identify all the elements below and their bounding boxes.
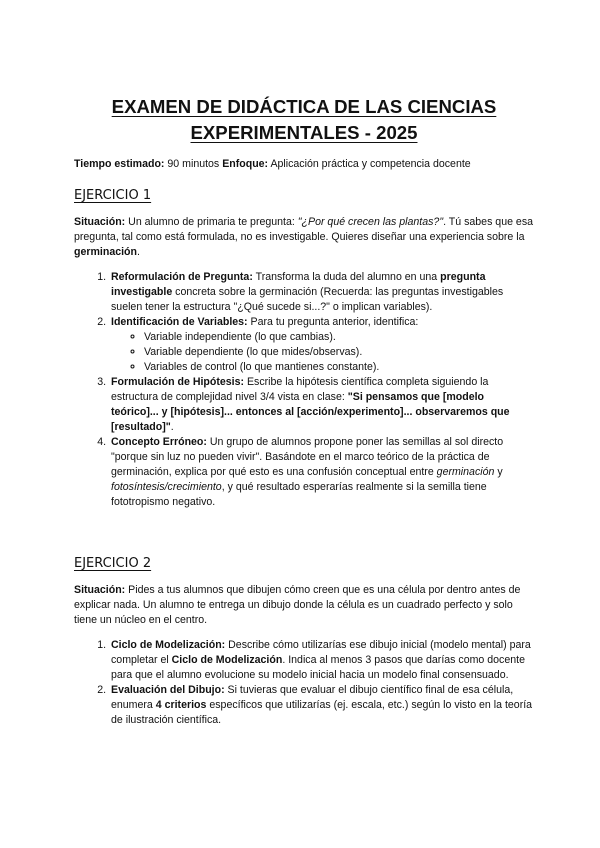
task-bold: Ciclo de Modelización bbox=[171, 654, 283, 666]
task-item bbox=[109, 315, 534, 375]
task-text: Describe cómo utilizarías ese dibujo inicial (modelo mental) para completar el bbox=[111, 639, 531, 666]
exam-meta bbox=[74, 157, 534, 172]
situation-text: . Tú sabes que esa pregunta, tal como está formulada, no es investigable. Quieres diseñar una experiencia sobre la bbox=[74, 216, 534, 243]
situation-label: Situación: bbox=[74, 584, 126, 596]
ejercicio-1-tasks bbox=[74, 270, 534, 510]
situation-label: Situación: bbox=[74, 216, 126, 228]
task-item bbox=[109, 638, 534, 683]
situation-text: Un alumno de primaria te pregunta: bbox=[125, 216, 298, 228]
variable-item: ◦ Variable dependiente (lo que mides/observas). bbox=[144, 345, 534, 360]
task-label: Formulación de Hipótesis: bbox=[111, 376, 245, 388]
task-label: Identificación de Variables: bbox=[111, 316, 248, 328]
task-text: Un grupo de alumnos propone poner las semillas al sol directo "porque sin luz no pueden vivir". Basándote en el marco teórico de la práctica de germinación, explica por qué esto es una confusión conceptual entre bbox=[111, 436, 504, 478]
student-question: "¿Por qué crecen las plantas?" bbox=[297, 216, 444, 228]
variable-item: ◦ Variable independiente (lo que cambias). bbox=[144, 330, 534, 345]
task-item bbox=[109, 270, 534, 315]
task-label: Ciclo de Modelización: bbox=[111, 639, 226, 651]
variable-item: ◦ Variables de control (lo que mantienes constante). bbox=[144, 360, 534, 375]
task-text: Escribe la hipótesis científica completa siguiendo la estructura de complejidad nivel 3/4 vista en clase: bbox=[111, 376, 489, 403]
task-text: , y qué resultado esperarías realmente si la semilla tiene fototropismo negativo. bbox=[111, 481, 487, 508]
task-text: Transforma la duda del alumno en una bbox=[252, 271, 441, 283]
situation-bold: germinación bbox=[74, 246, 137, 258]
focus-value: Aplicación práctica y competencia docente bbox=[268, 158, 471, 170]
variables-list bbox=[111, 330, 534, 375]
task-item bbox=[109, 375, 534, 435]
task-text: y bbox=[494, 466, 503, 478]
task-italic: germinación bbox=[436, 466, 495, 478]
exam-title: EXAMEN DE DIDÁCTICA DE LAS CIENCIAS EXPERIMENTALES - 2025 bbox=[111, 96, 497, 143]
ejercicio-1-situation bbox=[74, 215, 534, 260]
situation-text: . bbox=[137, 246, 140, 258]
task-text: . Indica al menos 3 pasos que darías como docente para que el alumno evolucione su modelo inicial hacia un modelo final consensuado. bbox=[111, 654, 525, 681]
task-bold: 4 criterios bbox=[155, 699, 207, 711]
task-label: Concepto Erróneo: bbox=[111, 436, 207, 448]
task-label: Reformulación de Pregunta: bbox=[111, 271, 253, 283]
task-label: Evaluación del Dibujo: bbox=[111, 684, 225, 696]
exam-page bbox=[74, 94, 534, 728]
ejercicio-2-heading: EJERCICIO 2 bbox=[74, 556, 152, 571]
task-italic: fotosíntesis/crecimiento bbox=[111, 481, 222, 493]
task-text: específicos que utilizarías (ej. escala, etc.) según lo visto en la teoría de ilustración científica. bbox=[111, 699, 533, 726]
task-text: Para tu pregunta anterior, identifica: bbox=[247, 316, 419, 328]
task-text: . bbox=[170, 421, 174, 433]
task-bold: pregunta investigable bbox=[111, 271, 486, 298]
ejercicio-2-situation bbox=[74, 583, 534, 628]
task-item bbox=[109, 683, 534, 728]
situation-text: Pides a tus alumnos que dibujen cómo creen que es una célula por dentro antes de explicar nada. Un alumno te entrega un dibujo donde la célula es un cuadrado perfecto y solo tiene un núcleo en el centro. bbox=[74, 584, 521, 626]
time-label: Tiempo estimado: bbox=[74, 158, 165, 170]
task-item bbox=[109, 435, 534, 510]
focus-label: Enfoque: bbox=[222, 158, 269, 170]
task-text: concreta sobre la germinación (Recuerda: las preguntas investigables suelen tener la estructura "¿Qué sucede si...?" o implican variables). bbox=[111, 286, 504, 313]
ejercicio-2-tasks bbox=[74, 638, 534, 728]
task-text: Si tuvieras que evaluar el dibujo científico final de esa célula, enumera bbox=[111, 684, 514, 711]
time-value: 90 minutos bbox=[164, 158, 223, 170]
task-bold: "Si pensamos que [modelo teórico]... y [hipótesis]... entonces al [acción/experimento]... observaremos que [resultado]" bbox=[111, 391, 510, 433]
ejercicio-1-heading: EJERCICIO 1 bbox=[74, 188, 152, 203]
